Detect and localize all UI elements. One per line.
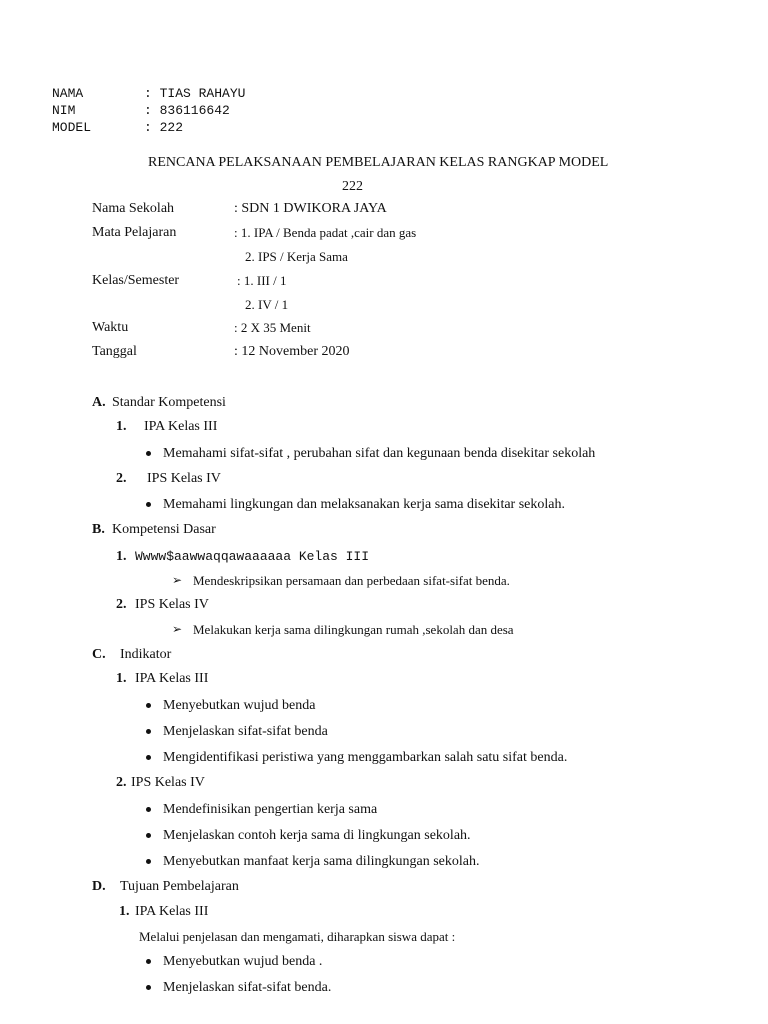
tanggal-value: : 12 November 2020 xyxy=(234,344,350,359)
section-c-item2-label: IPS Kelas IV xyxy=(131,775,205,790)
section-a-item1-number: 1. xyxy=(116,419,127,434)
section-a-letter: A. xyxy=(92,395,106,410)
bullet-icon xyxy=(146,859,151,864)
section-b-item2-sub: Melakukan kerja sama dilingkungan rumah ,sekolah dan desa xyxy=(193,622,514,637)
section-c-title: Indikator xyxy=(120,647,172,662)
section-a-item2-bullet: Memahami lingkungan dan melaksanakan kerja sama disekitar sekolah. xyxy=(163,497,565,512)
bullet-icon xyxy=(146,755,151,760)
section-c-item1-bullet-3: Mengidentifikasi peristiwa yang menggambarkan salah satu sifat benda. xyxy=(163,750,568,765)
kelas-semester-label: Kelas/Semester xyxy=(92,273,180,288)
section-c-item2-bullet-1: Mendefinisikan pengertian kerja sama xyxy=(163,802,378,817)
document-title-model: 222 xyxy=(342,179,363,194)
tanggal-label: Tanggal xyxy=(92,344,137,359)
bullet-icon xyxy=(146,959,151,964)
bullet-icon xyxy=(146,703,151,708)
arrow-bullet-icon: ➢ xyxy=(172,622,183,636)
section-d-item1-label: IPA Kelas III xyxy=(135,904,209,919)
section-d-intro: Melalui penjelasan dan mengamati, diharapkan siswa dapat : xyxy=(139,929,456,944)
section-a-item1-bullet: Memahami sifat-sifat , perubahan sifat dan kegunaan benda disekitar sekolah xyxy=(163,446,596,461)
section-b-item2-label: IPS Kelas IV xyxy=(135,597,209,612)
document-title: RENCANA PELAKSANAAN PEMBELAJARAN KELAS RANGKAP MODEL xyxy=(148,155,609,170)
kelas-semester-value-2: 2. IV / 1 xyxy=(245,297,289,312)
header-nama-value: : TIAS RAHAYU xyxy=(144,86,246,101)
section-c-item1-number: 1. xyxy=(116,671,127,686)
header-nim-value: : 836116642 xyxy=(144,103,230,118)
section-a-item1-label: IPA Kelas III xyxy=(144,419,218,434)
section-c-item1-bullet-1: Menyebutkan wujud benda xyxy=(163,698,316,713)
section-c-item2-number: 2. xyxy=(116,775,127,790)
section-d-bullet-1: Menyebutkan wujud benda . xyxy=(163,954,323,969)
section-d-item1-number: 1. xyxy=(119,904,130,919)
section-b-title: Kompetensi Dasar xyxy=(112,522,216,537)
waktu-label: Waktu xyxy=(92,320,129,335)
section-c-letter: C. xyxy=(92,647,106,662)
bullet-icon xyxy=(146,985,151,990)
arrow-bullet-icon: ➢ xyxy=(172,573,183,587)
section-b-item2-number: 2. xyxy=(116,597,127,612)
nama-sekolah-value: : SDN 1 DWIKORA JAYA xyxy=(234,201,387,216)
mata-pelajaran-label: Mata Pelajaran xyxy=(92,225,177,240)
section-a-item2-number: 2. xyxy=(116,471,127,486)
header-nim-key: NIM xyxy=(52,103,76,118)
header-model-key: MODEL xyxy=(52,120,92,135)
bullet-icon xyxy=(146,807,151,812)
bullet-icon xyxy=(146,729,151,734)
mata-pelajaran-value-1: : 1. IPA / Benda padat ,cair dan gas xyxy=(234,225,417,240)
header-nama-key: NAMA xyxy=(52,86,84,101)
section-b-item1-number: 1. xyxy=(116,549,127,564)
section-d-title: Tujuan Pembelajaran xyxy=(120,879,239,894)
bullet-icon xyxy=(146,502,151,507)
section-c-item1-label: IPA Kelas III xyxy=(135,671,209,686)
section-d-letter: D. xyxy=(92,879,106,894)
nama-sekolah-label: Nama Sekolah xyxy=(92,201,175,216)
section-a-title: Standar Kompetensi xyxy=(112,395,226,410)
section-c-item1-bullet-2: Menjelaskan sifat-sifat benda xyxy=(163,724,328,739)
bullet-icon xyxy=(146,451,151,456)
header-model-value: : 222 xyxy=(144,120,184,135)
bullet-icon xyxy=(146,833,151,838)
section-b-letter: B. xyxy=(92,522,105,537)
section-a-item2-label: IPS Kelas IV xyxy=(147,471,221,486)
mata-pelajaran-value-2: 2. IPS / Kerja Sama xyxy=(245,249,348,264)
section-c-item2-bullet-3: Menyebutkan manfaat kerja sama dilingkungan sekolah. xyxy=(163,854,480,869)
section-c-item2-bullet-2: Menjelaskan contoh kerja sama di lingkungan sekolah. xyxy=(163,828,471,843)
section-d-bullet-2: Menjelaskan sifat-sifat benda. xyxy=(163,980,332,995)
section-b-item1-sub: Mendeskripsikan persamaan dan perbedaan sifat-sifat benda. xyxy=(193,573,510,588)
waktu-value: : 2 X 35 Menit xyxy=(234,320,311,335)
section-b-item1-label: Wwww$aawwaqqawaaaaaa Kelas III xyxy=(135,549,370,564)
kelas-semester-value-1: : 1. III / 1 xyxy=(237,273,287,288)
